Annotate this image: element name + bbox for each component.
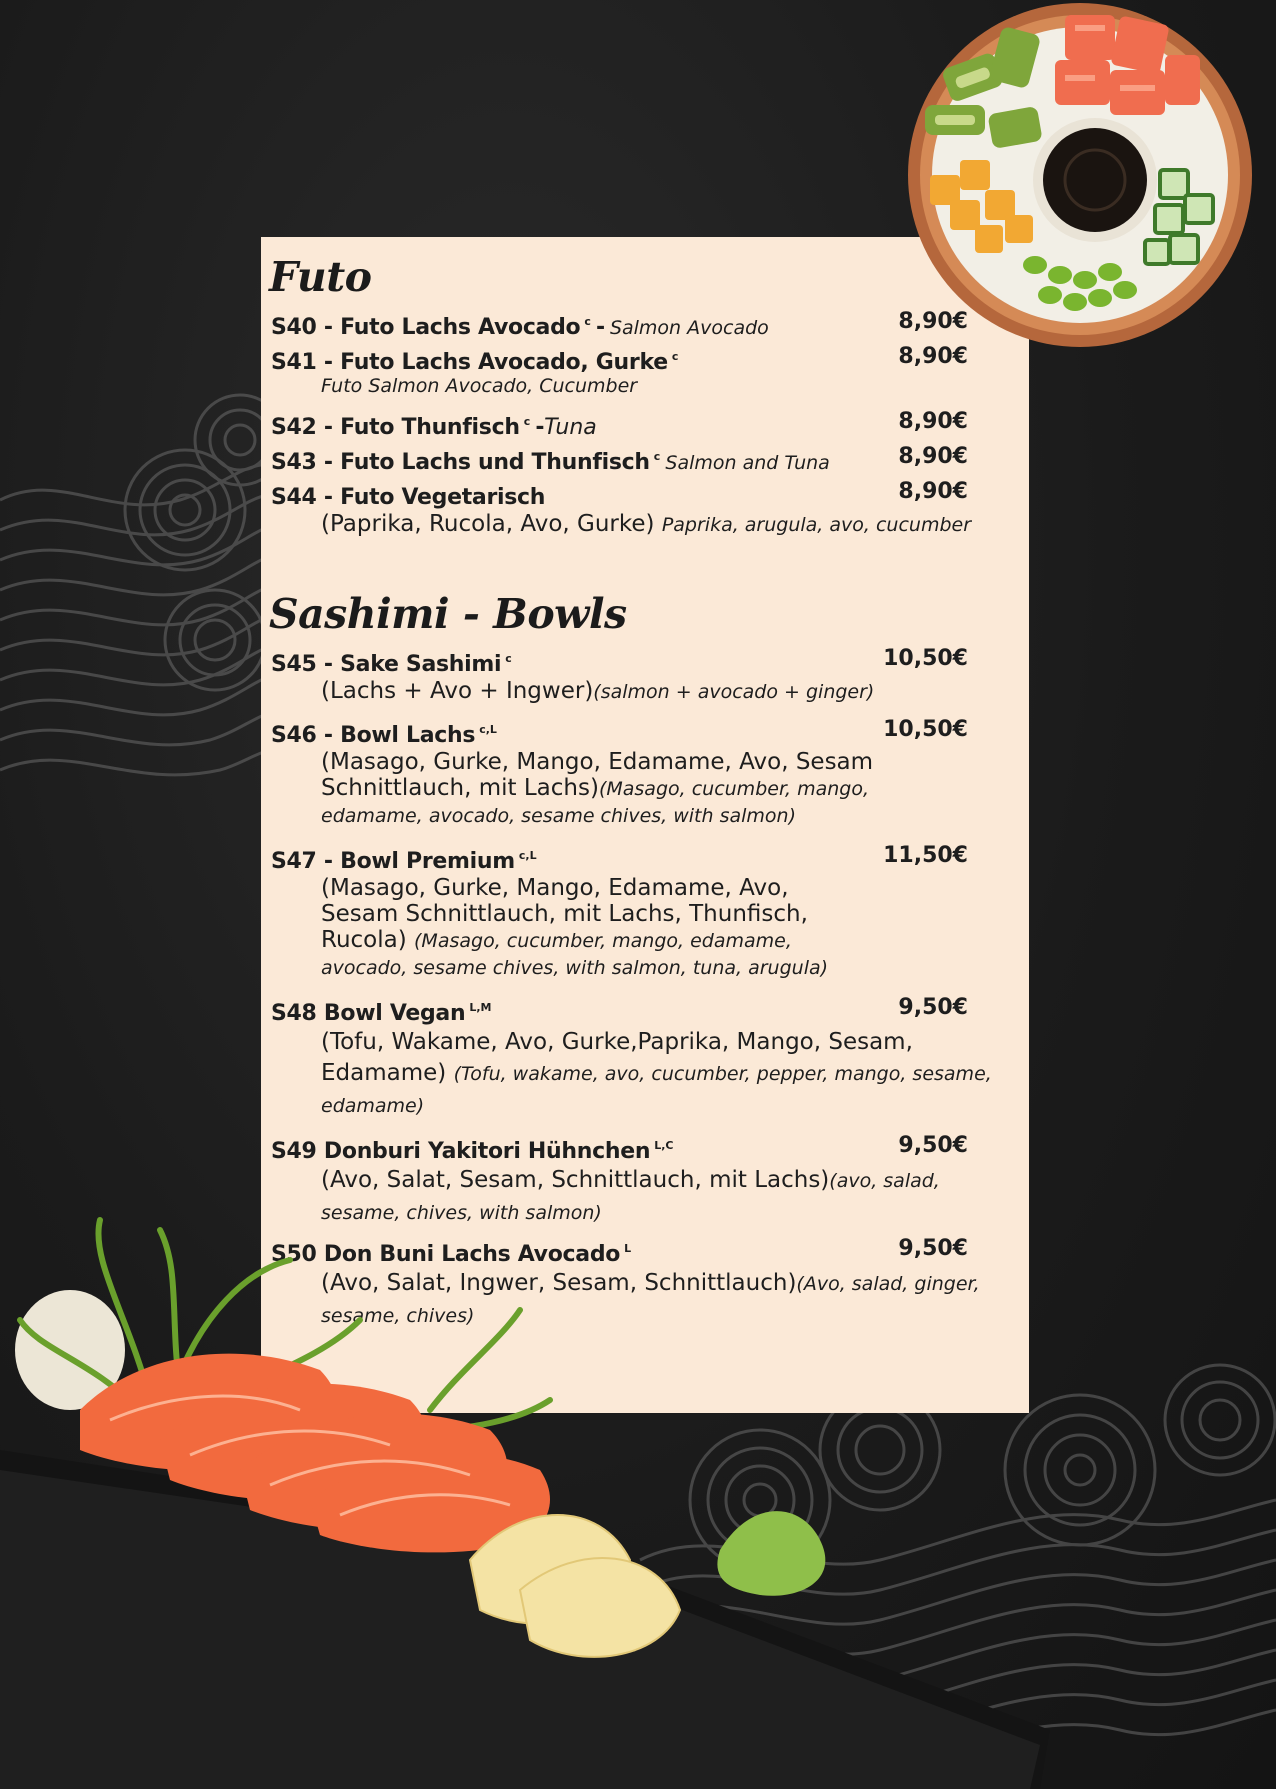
item-description: (Avo, Salat, Sesam, Schnittlauch, mit Lachs)	[321, 1167, 830, 1193]
item-price: 8,90€	[898, 344, 968, 369]
allergen-codes: L,M	[469, 1001, 492, 1014]
item-description: (Avo, Salat, Ingwer, Sesam, Schnittlauch)	[321, 1270, 797, 1296]
item-english: Tuna	[544, 415, 597, 440]
allergen-codes: c	[584, 315, 591, 328]
poke-bowl-photo	[905, 0, 1255, 350]
item-price: 11,50€	[883, 843, 968, 868]
item-name: S42 - Futo Thunfisch	[271, 415, 520, 440]
item-name: S43 - Futo Lachs und Thunfisch	[271, 450, 650, 475]
allergen-codes: c	[653, 450, 661, 463]
section-title-futo: Futo	[269, 253, 372, 301]
item-description: (Masago, Gurke, Mango, Edamame, Avo, Sesam Schnittlauch, mit Lachs)	[321, 749, 874, 801]
item-price: 9,50€	[898, 1133, 968, 1158]
item-english: Salmon and Tuna	[665, 452, 830, 474]
item-price: 8,90€	[898, 309, 968, 334]
item-english: Salmon Avocado	[609, 317, 769, 339]
allergen-codes: c,L	[479, 723, 497, 736]
item-name: S40 - Futo Lachs Avocado	[271, 315, 581, 340]
salmon-sashimi-plate-photo	[0, 1200, 1060, 1789]
menu-item-s47	[271, 841, 1029, 981]
item-description: (Paprika, Rucola, Avo, Gurke)	[321, 511, 655, 537]
item-english: (Tofu, wakame, avo, cucumber, pepper, mango, sesame, edamame)	[321, 1063, 992, 1117]
item-name: S41 - Futo Lachs Avocado, Gurke	[271, 350, 668, 375]
menu-item-s41	[271, 342, 1029, 399]
item-english: (Masago, cucumber, mango, edamame, avocado, sesame chives, with salmon)	[321, 778, 870, 827]
item-english: (avo, salad, sesame, chives, with salmon)	[321, 1170, 940, 1224]
separator: -	[596, 315, 605, 340]
menu-item-s43	[271, 442, 1029, 475]
item-description: (Lachs + Avo + Ingwer)	[321, 678, 594, 704]
allergen-codes: c	[505, 652, 512, 665]
menu-item-s45	[271, 644, 1029, 707]
item-name: S44 - Futo Vegetarisch	[271, 485, 546, 510]
menu-item-s48	[271, 993, 1029, 1122]
item-price: 9,50€	[898, 1236, 968, 1261]
menu-item-s46	[271, 715, 1029, 829]
item-price: 8,90€	[898, 444, 968, 469]
menu-item-s44	[271, 477, 1029, 540]
allergen-codes: L,C	[654, 1139, 674, 1152]
item-name: S47 - Bowl Premium	[271, 849, 515, 874]
allergen-codes: L	[624, 1242, 632, 1255]
item-price: 9,50€	[898, 995, 968, 1020]
item-name: S49 Donburi Yakitori Hühnchen	[271, 1139, 651, 1164]
item-price: 8,90€	[898, 479, 968, 504]
item-english: (Masago, cucumber, mango, edamame, avocado, sesame chives, with salmon, tuna, arugula)	[321, 930, 829, 979]
item-name: S45 - Sake Sashimi	[271, 652, 502, 677]
allergen-codes: c	[523, 415, 531, 428]
item-english: Paprika, arugula, avo, cucumber	[661, 514, 972, 536]
item-name: S46 - Bowl Lachs	[271, 723, 476, 748]
section-title-sashimi-bowls: Sashimi - Bowls	[269, 590, 627, 638]
item-english: (Avo, salad, ginger, sesame, chives)	[321, 1273, 980, 1327]
allergen-codes: c	[671, 350, 679, 363]
item-name: S48 Bowl Vegan	[271, 1001, 466, 1026]
menu-item-s42	[271, 407, 1029, 440]
item-english: Futo Salmon Avocado, Cucumber	[321, 375, 638, 397]
item-price: 10,50€	[883, 717, 968, 742]
item-price: 10,50€	[883, 646, 968, 671]
item-english: (salmon + avocado + ginger)	[593, 681, 875, 703]
separator: -	[535, 415, 545, 440]
item-price: 8,90€	[898, 409, 968, 434]
item-description: (Tofu, Wakame, Avo, Gurke,Paprika, Mango, Sesam, Edamame)	[321, 1029, 913, 1086]
item-description: (Masago, Gurke, Mango, Edamame, Avo, Sesam Schnittlauch, mit Lachs, Thunfisch, Rucola)	[321, 875, 808, 953]
allergen-codes: c,L	[518, 849, 537, 862]
item-name: S50 Don Buni Lachs Avocado	[271, 1242, 621, 1267]
